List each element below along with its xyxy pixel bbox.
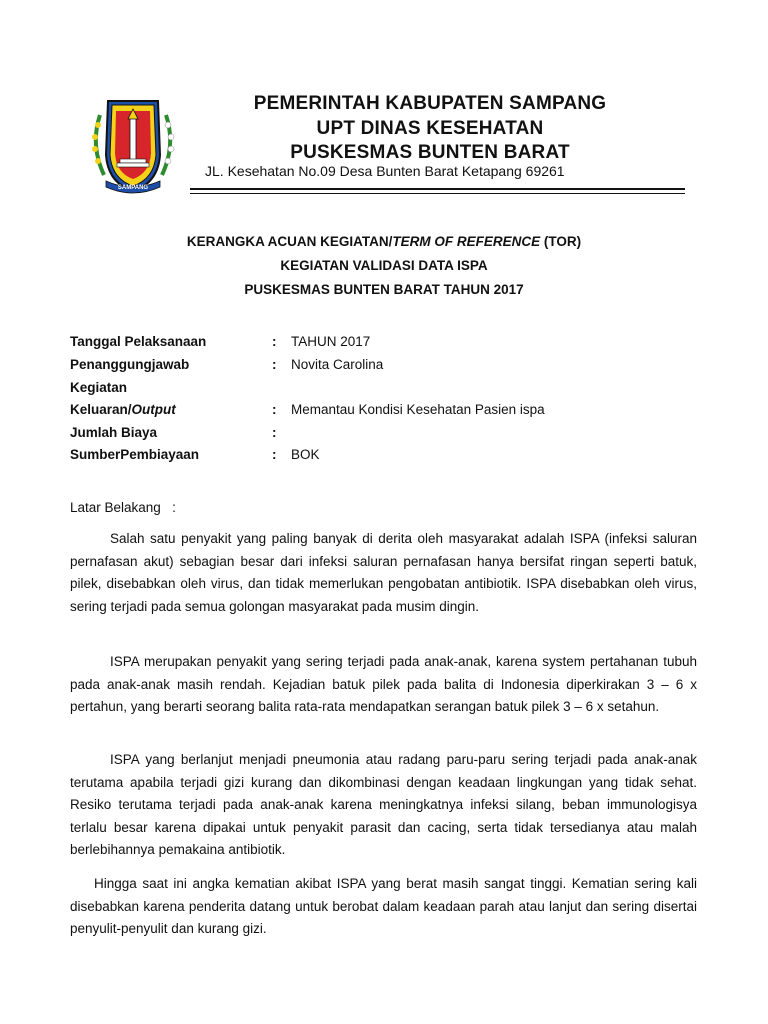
field-colon: : — [272, 425, 277, 440]
doc-title-line-2: KEGIATAN VALIDASI DATA ISPA — [280, 258, 488, 273]
address-line: JL. Kesehatan No.09 Desa Bunten Barat Ketapang 69261 — [205, 163, 565, 179]
field-colon: : — [272, 357, 277, 372]
department-name: UPT DINAS KESEHATAN — [316, 118, 544, 139]
keluaran-label-italic: Output — [131, 402, 176, 417]
field-label-pj: Penanggungjawab — [70, 357, 190, 372]
field-colon: : — [272, 447, 277, 462]
latar-belakang-heading: Latar Belakang : — [70, 500, 176, 515]
field-label-pj-cont: Kegiatan — [70, 380, 128, 395]
doc-title-suffix: (TOR) — [540, 234, 582, 249]
field-value-sumber: BOK — [291, 447, 320, 462]
agency-name: PEMERINTAH KABUPATEN SAMPANG — [253, 93, 607, 114]
paragraph-2: ISPA merupakan penyakit yang sering terjadi pada anak-anak, karena system pertahanan tubuh pada anak-anak masih rendah. Kejadian batuk pilek pada balita di Indonesia diperkirakan 3 – 6 x pertahun, yang berarti seorang balita rata-rata mendapatkan serangan batuk pilek 3 – 6 x setahun. — [70, 654, 697, 715]
doc-title-line-3: PUSKESMAS BUNTEN BARAT TAHUN 2017 — [244, 282, 524, 297]
field-value-pj: Novita Carolina — [291, 357, 384, 372]
field-colon: : — [272, 334, 277, 349]
regency-crest-icon — [78, 95, 188, 195]
field-value-tanggal: TAHUN 2017 — [291, 334, 371, 349]
paragraph-4: Hingga saat ini angka kematian akibat ISPA yang berat masih sangat tinggi. Kematian sering kali disebabkan karena penderita datang untuk berobat dalam keadaan parah atau lanjut dan sering disertai penyulit-penyulit dan kurang gizi. — [70, 876, 697, 937]
field-label-sumber: SumberPembiayaan — [70, 447, 200, 462]
field-label-tanggal: Tanggal Pelaksanaan — [70, 334, 207, 349]
field-value-keluaran: Memantau Kondisi Kesehatan Pasien ispa — [291, 402, 545, 417]
doc-title-italic: TERM OF REFERENCE — [392, 234, 541, 249]
field-colon: : — [272, 402, 277, 417]
field-label-biaya: Jumlah Biaya — [70, 425, 158, 440]
doc-title-line-1 — [0, 234, 768, 249]
paragraph-3: ISPA yang berlanjut menjadi pneumonia atau radang paru-paru sering terjadi pada anak-anak terutama apabila terjadi gizi kurang dan dikombinasi dengan keadaan lingkungan yang tidak sehat. Resiko terutama terjadi pada anak-anak karena meningkatnya infeksi silang, beban immunologisya terlalu besar karena dipakai untuk penyakit parasit dan cacing, serta tidak tersedianya atau malah berlebihannya pemakaina antibiotik. — [70, 752, 697, 858]
letterhead-divider-thin — [190, 193, 685, 194]
puskesmas-name: PUSKESMAS BUNTEN BARAT — [290, 142, 570, 163]
doc-title-plain: KERANGKA ACUAN KEGIATAN/ — [186, 234, 393, 249]
paragraph-1: Salah satu penyakit yang paling banyak di derita oleh masyarakat adalah ISPA (infeksi saluran pernafasan akut) sebagian besar dari infeksi saluran pernafasan hanya bersifat ringan seperti batuk, pilek, disebabkan oleh virus, dan tidak memerlukan pengobatan antibiotik. ISPA disebabkan oleh virus, sering terjadi pada semua golongan masyarakat pada musim dingin. — [70, 531, 697, 614]
field-label-keluaran — [70, 402, 176, 417]
logo-banner-text: SAMPANG — [117, 185, 149, 191]
letterhead-divider-thick — [190, 188, 685, 190]
keluaran-label-plain: Keluaran/ — [70, 402, 132, 417]
